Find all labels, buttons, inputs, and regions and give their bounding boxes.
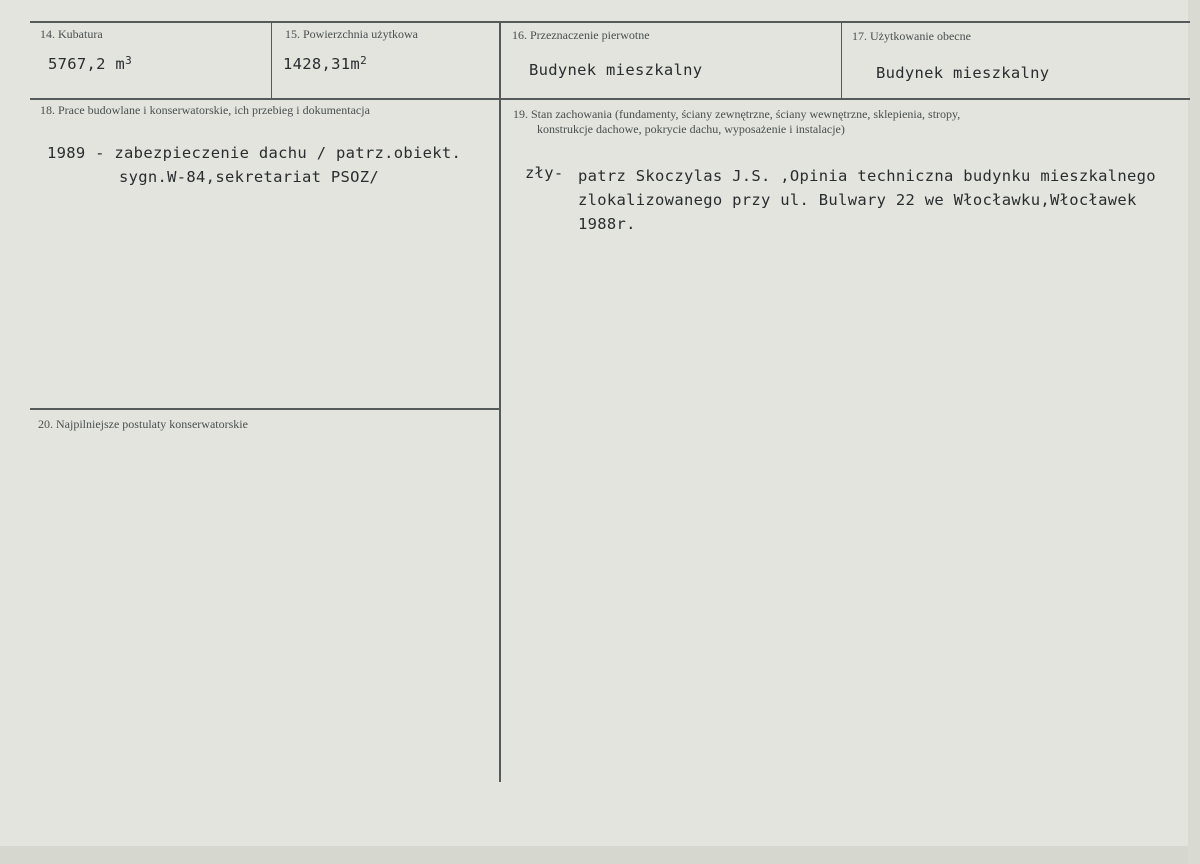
section18-bottom-rule [30, 408, 500, 410]
powierzchnia-exponent: 2 [360, 54, 367, 67]
col-divider-14-15 [271, 22, 272, 99]
powierzchnia-value [283, 52, 367, 76]
powierzchnia-number: 1428,31m [283, 55, 361, 73]
kubatura-exponent: 3 [125, 54, 132, 67]
przeznaczenie-value: Budynek mieszkalny [529, 61, 703, 79]
przeznaczenie-label: 16. Przeznaczenie pierwotne [512, 28, 650, 42]
stan-lead: zły- [525, 164, 564, 182]
col-divider-15-16 [499, 22, 501, 782]
kubatura-number: 5767,2 m [48, 55, 126, 73]
prace-label: 18. Prace budowlane i konserwatorskie, ich przebieg i dokumentacja [40, 103, 370, 117]
stan-line-2: zlokalizowanego przy ul. Bulwary 22 we Włocławku,Włocławek [578, 191, 1137, 209]
paper-right-edge [1188, 0, 1200, 864]
top-rule [30, 21, 1190, 23]
uzytkowanie-label: 17. Użytkowanie obecne [852, 29, 971, 43]
col-divider-16-17 [841, 22, 842, 99]
powierzchnia-label: 15. Powierzchnia użytkowa [285, 27, 418, 41]
row1-bottom-rule [30, 98, 1190, 100]
stan-label-line-1: 19. Stan zachowania (fundamenty, ściany zewnętrzne, ściany wewnętrzne, sklepienia, stropy, [513, 107, 961, 121]
postulaty-label: 20. Najpilniejsze postulaty konserwatorskie [38, 417, 248, 431]
stan-label-line-2: konstrukcje dachowe, pokrycie dachu, wyposażenie i instalacje) [537, 122, 845, 136]
stan-line-1: patrz Skoczylas J.S. ,Opinia techniczna budynku mieszkalnego [578, 167, 1156, 185]
prace-line-2: sygn.W-84,sekretariat PSOZ/ [119, 168, 380, 186]
paper-bottom-edge [0, 846, 1200, 864]
stan-line-3: 1988r. [578, 215, 636, 233]
prace-line-1: 1989 - zabezpieczenie dachu / patrz.obiekt. [47, 144, 462, 162]
uzytkowanie-value: Budynek mieszkalny [876, 64, 1050, 82]
kubatura-value [48, 52, 132, 76]
kubatura-label: 14. Kubatura [40, 27, 103, 41]
